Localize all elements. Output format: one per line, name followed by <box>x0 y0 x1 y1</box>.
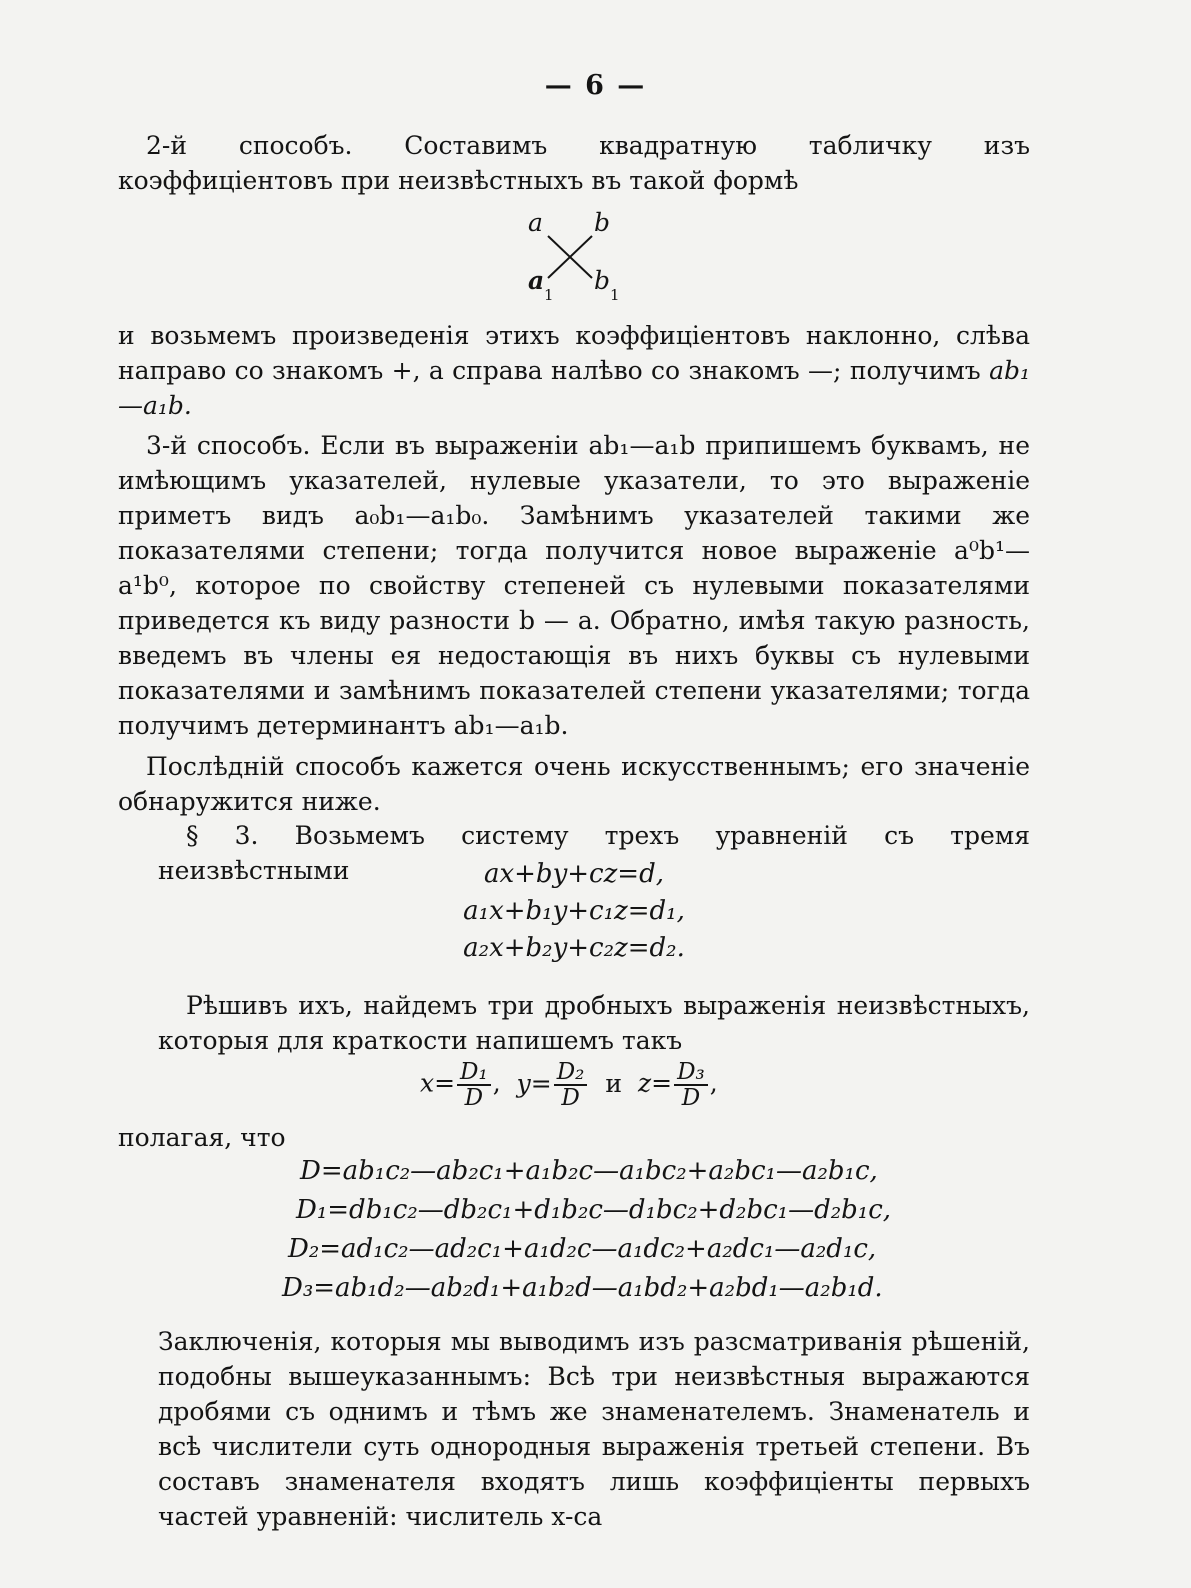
solutions-paragraph: Рѣшивъ ихъ, найдемъ три дробныхъ выраженія неизвѣстныхъ, которыя для краткости напишемъ такъ <box>158 991 1030 1055</box>
denominator-D: D <box>681 1085 701 1111</box>
comma: , <box>492 1068 501 1098</box>
solutions-paragraph-block <box>118 988 1030 1058</box>
coef-b1: b <box>594 266 611 295</box>
x-label: x= <box>420 1068 456 1098</box>
determinant-D: D=ab₁c₂—ab₂c₁+a₁b₂c—a₁bc₂+a₂bc₁—a₂b₁c, <box>300 1156 878 1186</box>
fraction-z <box>674 1060 708 1110</box>
fraction-formulas <box>420 1060 780 1110</box>
denominator-D: D <box>561 1085 580 1111</box>
method2-body <box>118 318 1030 423</box>
equation-system <box>118 856 1030 967</box>
fraction-y <box>554 1060 588 1110</box>
coef-a1: a <box>528 266 545 295</box>
method2-intro <box>118 128 1030 198</box>
z-label: z= <box>637 1068 673 1098</box>
determinant-D2: D₂=ad₁c₂—ad₂c₁+a₁d₂c—a₁dc₂+a₂dc₁—a₂d₁c, <box>288 1234 877 1264</box>
method3-block <box>118 428 1030 819</box>
determinant-D1: D₁=db₁c₂—db₂c₁+d₁b₂c—d₁bc₂+d₂bc₁—d₂b₁c, <box>296 1195 892 1225</box>
method2-result: ab₁—a₁b. <box>118 356 1030 420</box>
polagaya-block <box>118 1120 1030 1155</box>
method3-remark: Послѣдній способъ кажется очень искусственнымъ; его значеніе обнаружится ниже. <box>118 752 1030 816</box>
conclusions-paragraph: Заключенія, которыя мы выводимъ изъ разсматриванія рѣшеній, подобны вышеуказаннымъ: Всѣ три неизвѣстныя выражаются дробями съ однимъ и тѣмъ же знаменателемъ. Знаменатель и всѣ числители суть однородныя выраженія третьей степени. Въ составъ знаменателя входятъ лишь коэффиціенты первыхъ частей уравненій: числитель x-са <box>158 1327 1030 1531</box>
denominator-D: D <box>464 1085 484 1111</box>
method2-paragraph-2 <box>118 318 1030 423</box>
polagaya-text: полагая, что <box>118 1123 286 1152</box>
fraction-x <box>457 1060 491 1110</box>
method3-paragraph: 3-й способъ. Если въ выраженіи ab₁—a₁b припишемъ буквамъ, не имѣющимъ указателей, нулевые указатели, то это выраженіе приметъ видъ a₀b₁—a₁b₀. Замѣнимъ указателей такими же показателями степени; тогда получится новое выраженіе a⁰b¹—a¹b⁰, которое по свойству степеней съ нулевыми показателями приведется къ виду разности b — a. Обратно, имѣя такую разность, введемъ въ члены ея недостающія въ нихъ буквы съ нулевыми показателями и замѣнимъ показателей степени указателями; тогда получимъ детерминантъ ab₁—a₁b. <box>118 431 1030 740</box>
comma: , <box>709 1068 718 1098</box>
coef-a1-index: 1 <box>544 286 554 304</box>
coef-b1-index: 1 <box>610 286 620 304</box>
coef-a: a <box>528 208 543 237</box>
numerator-D2: D₂ <box>554 1060 588 1086</box>
numerator-D3: D₃ <box>674 1060 708 1086</box>
cross-diagram <box>520 208 630 308</box>
equation-1: ax+by+cz=d, <box>483 859 665 889</box>
conclusions-block <box>118 1324 1030 1534</box>
page-number: — 6 — <box>544 70 647 101</box>
equation-3: a₂x+b₂y+c₂z=d₂. <box>463 933 685 963</box>
equation-2: a₁x+b₁y+c₁z=d₁, <box>463 896 685 926</box>
y-label: y= <box>516 1068 552 1098</box>
determinant-D3: D₃=ab₁d₂—ab₂d₁+a₁b₂d—a₁bd₂+a₂bd₁—a₂b₁d. <box>282 1273 883 1303</box>
method2-paragraph: 2-й способъ. Составимъ квадратную табличку изъ коэффиціентовъ при неизвѣстныхъ въ такой формѣ <box>118 131 1030 195</box>
section3-heading-paragraph: § 3. Возьмемъ систему трехъ уравненій съ тремя неизвѣстными <box>158 821 1030 885</box>
numerator-D1: D₁ <box>457 1060 491 1086</box>
coef-b: b <box>594 208 611 237</box>
method2-text: и возьмемъ произведенія этихъ коэффиціентовъ наклонно, слѣва направо со знакомъ +, а справа налѣво со знакомъ —; получимъ <box>118 321 1030 385</box>
and-word: и <box>605 1068 622 1098</box>
